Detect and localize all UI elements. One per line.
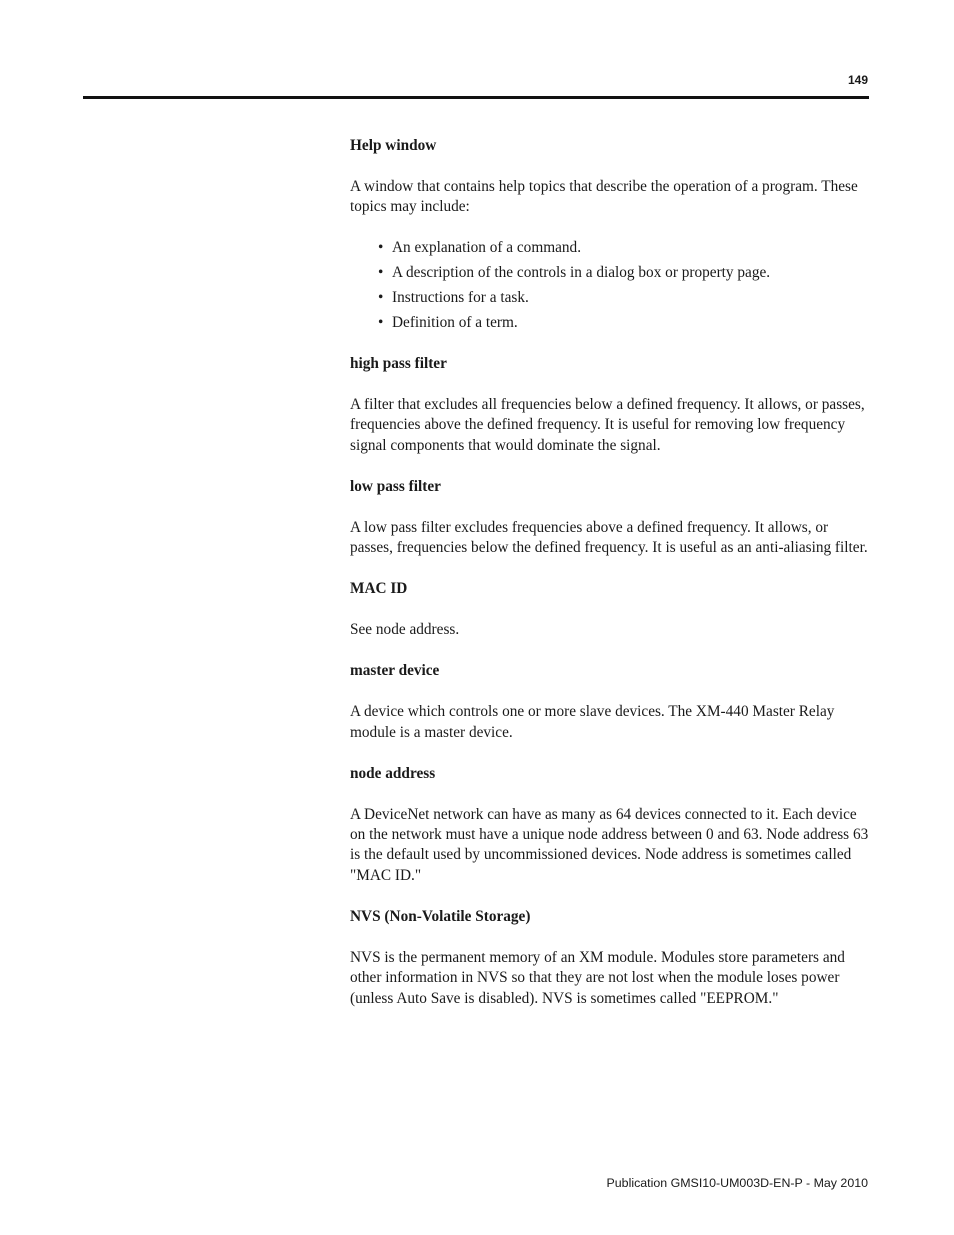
glossary-definition: A window that contains help topics that describe the operation of a program. These topics may include:: [350, 178, 858, 216]
page-number: 149: [847, 73, 868, 87]
glossary-entry-help-window: [350, 136, 870, 333]
list-item: [378, 238, 870, 258]
glossary-entry-nvs: [350, 907, 870, 1009]
glossary-term: NVS (Non-Volatile Storage): [350, 907, 531, 925]
list-item-text: Instructions for a task.: [392, 288, 529, 306]
glossary-entry-low-pass-filter: [350, 477, 870, 559]
bullet-icon: •: [378, 263, 384, 281]
glossary-entry-master-device: [350, 661, 870, 743]
glossary-entry-high-pass-filter: [350, 354, 870, 456]
glossary-definition: See node address.: [350, 621, 460, 639]
glossary-term: MAC ID: [350, 580, 408, 598]
glossary-term: master device: [350, 662, 440, 680]
glossary-entry-mac-id: [350, 579, 870, 640]
bullet-icon: •: [378, 313, 384, 331]
bullet-list: [350, 238, 870, 333]
glossary-definition: NVS is the permanent memory of an XM module. Modules store parameters and other information in NVS so that they are not lost when the module loses power (unless Auto Save is disabled). NVS is sometimes called "EEPROM.": [350, 948, 845, 1007]
glossary-term: node address: [350, 764, 436, 782]
glossary-term: low pass filter: [350, 477, 441, 495]
glossary-definition: A device which controls one or more slave devices. The XM-440 Master Relay module is a master device.: [350, 703, 835, 741]
bullet-icon: •: [378, 288, 384, 306]
list-item-text: An explanation of a command.: [392, 238, 582, 256]
publication-footer: Publication GMSI10-UM003D-EN-P - May 2010: [606, 1176, 868, 1190]
glossary-content: [350, 136, 870, 1030]
glossary-term: Help window: [350, 137, 437, 154]
header-rule: [83, 96, 869, 99]
list-item: [378, 263, 870, 283]
glossary-definition: A low pass filter excludes frequencies above a defined frequency. It allows, or passes, frequencies below the defined frequency. It is useful as an anti-aliasing filter.: [350, 518, 868, 557]
glossary-entry-node-address: [350, 764, 870, 887]
glossary-definition: A DeviceNet network can have as many as 64 devices connected to it. Each device on the network must have a unique node address between 0 and 63. Node address 63 is the default used by uncommissioned devices. Node address is sometimes called "MAC ID.": [350, 805, 869, 884]
glossary-definition: A filter that excludes all frequencies below a defined frequency. It allows, or passes, frequencies above the defined frequency. It is useful for removing low frequency signal components that would dominate the signal.: [350, 395, 865, 454]
list-item: [378, 288, 870, 308]
list-item: [378, 313, 870, 333]
bullet-icon: •: [378, 238, 384, 256]
list-item-text: A description of the controls in a dialog box or property page.: [392, 263, 771, 281]
list-item-text: Definition of a term.: [392, 313, 518, 331]
glossary-term: high pass filter: [350, 354, 447, 372]
